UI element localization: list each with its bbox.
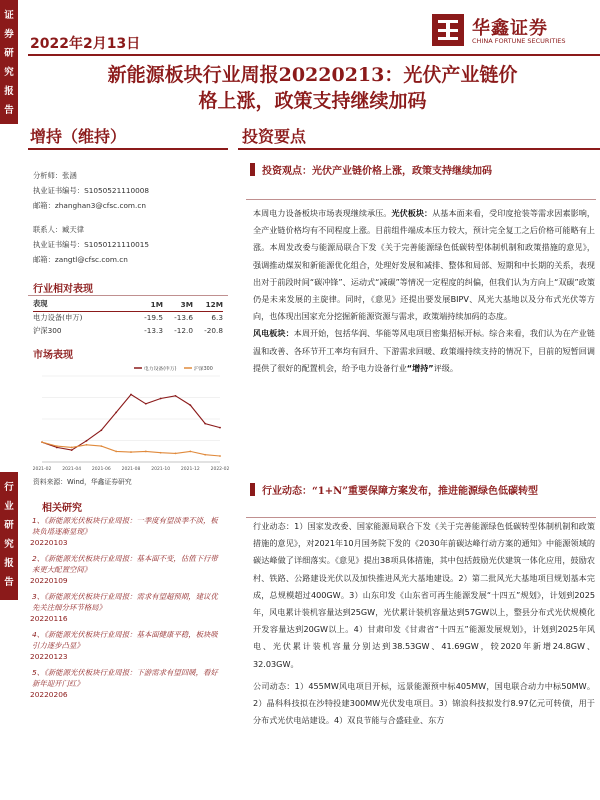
investment-view-heading: 投资观点：光伏产业链价格上涨，政策支持继续加码 (250, 163, 595, 180)
data-point (145, 403, 147, 405)
industry-news-heading: 行业动态：“1+N”重要保障方案发布，推进能源绿色低碳转型 (250, 483, 595, 500)
data-point (41, 441, 43, 443)
legend-label: 沪深300 (194, 367, 213, 372)
report-title: 新能源板块行业周报20220213：光伏产业链价 格上涨，政策支持继续加码 (107, 64, 518, 112)
data-point (219, 455, 221, 457)
side-label-bottom: 行 业 研 究 报 告 (0, 472, 18, 600)
analyst-block: 分析师：张涵 执业证书编号：S1050521110008 邮箱：zhanghan3@cfsc.com.cn (33, 171, 150, 210)
data-point (189, 451, 191, 453)
related-item[interactable]: 3、《新能源光伏板块行业周报：需求有望超预期，建议优先关注细分环节格局》 20220116 (30, 592, 218, 623)
table-row: 沪深300 -13.3 -12.0 -20.8 (33, 325, 223, 335)
data-point (175, 453, 177, 455)
data-point (160, 452, 162, 454)
related-heading: 相关研究 (42, 503, 82, 514)
data-point (130, 394, 132, 396)
report-date: 2022年2月13日 (30, 36, 141, 52)
x-tick-label: 2021-04 (62, 467, 82, 472)
data-point (56, 445, 58, 447)
rating: 增持（维持） (30, 127, 127, 146)
logo-subtext: CHINA FORTUNE SECURITIES (472, 37, 566, 45)
performance-table (33, 298, 223, 337)
contact-block: 联系人：臧天律 执业证书编号：S1050121110015 邮箱：zangtl@cfsc.com.cn (33, 225, 150, 264)
industry-news-body: 行业动态：1）国家发改委、国家能源局联合下发《关于完善能源绿色低碳转型体制机制和政策措施的意见》，对2021年10月国务院下发的《2030年前碳达峰行动方案的通知》中能源领域的碳达峰做了详细落实。《意见》提出38项具体措施，其中包括鼓励光伏建筑一体化应用，鼓励农村、铁路、公路建设光伏以及加快推进风光大基地建设。2）第二批风光大基地项目规划基本完成，总规模超过400GW。3）山东印发《山东省可再生能源发展“十四五”规划》，计划到2025年，风电累计装机容量达到25GW，光伏累计装机容量达到57GW以上，整县分布式光伏规模化开发容量达到20GW以上。4）甘肃印发《甘肃省“十四五”能源发展规划》，计划到2025年风电、光伏累计装机容量分别达到38.53GW、41.69GW，较2020年新增24.8GW、32.03GW。 公司动态：1）455MW风电项目开标，远景能源预中标405MW，国电联合动力中标50MW。2）晶科科技拟在沙特投建300MW光伏发电项目。3）锦浪科技拟发行8.97亿元可转债，用于分布式光伏电站建设。4）双良节能与合盛硅业、东方 (253, 521, 595, 726)
performance-rule (28, 295, 228, 296)
data-point (115, 451, 117, 453)
investment-view-body: 本周电力设备板块市场表现继续承压。光伏板块：从基本面来看，受印度抢装等需求因素影响，全产业链价格均有不同程度上涨。目前组件端成本压力较大，预计完全复工之后价格可能略有上涨。本周发改委与能源局联合下发《关于完善能源绿色低碳转型体制机制和政策措施的意见》，强调推动煤炭和新能源优化组合，处理好发展和减排、整体和局部、短期和中长期的关系，表现出对于前段时间“碳冲锋”、运动式“减碳”等情况一定程度的纠偏，但我们认为方向上“双碳”政策仍是未来发展的主旋律。同时，《意见》还提出要发展BIPV、风光大基地以及分布式光伏等方向，也体现出国家充分挖掘新能源资源与需求，政策端持续加码的态度。 风电板块：本周开始，包括华润、华能等风电项目密集招标开标。综合来看，我们认为在产业链温和改善、各环节开工率均有回升、下游需求回暖、政策端持续支持的情况下，目前的短暂回调提供了很好的配置机会，给予电力设备行业“增持”评级。 (253, 208, 595, 373)
chart-source: 资料来源：Wind，华鑫证券研究 (33, 478, 132, 486)
related-item[interactable]: 4、《新能源光伏板块行业周报：基本面健康平稳，板块吸引力逐步凸显》 20220123 (30, 630, 218, 661)
x-tick-label: 2021-12 (180, 467, 200, 472)
data-point (100, 445, 102, 447)
table-row: 电力设备(申万) -19.5 -13.6 6.3 (33, 312, 223, 323)
x-tick-label: 2021-08 (121, 467, 141, 472)
data-point (86, 440, 88, 442)
performance-heading: 行业相对表现 (33, 284, 93, 295)
logo-mark-icon (432, 14, 464, 46)
heading-bar (250, 163, 255, 176)
data-point (204, 423, 206, 425)
left-rule (28, 148, 228, 150)
related-item[interactable]: 5、《新能源光伏板块行业周报：下游需求有望回暖，看好新年迎开门红》 20220206 (30, 668, 218, 699)
related-item[interactable]: 1、《新能源光伏板块行业周报：一季度有望淡季不淡，板块负塔逐渐显现》 20220103 (30, 516, 218, 547)
side-label-top: 证 券 研 究 报 告 (0, 0, 18, 124)
x-tick-label: 2022-02 (210, 467, 230, 472)
data-point (100, 429, 102, 431)
data-point (71, 449, 73, 451)
legend-label: 电力设备(申万) (144, 367, 177, 372)
header-rule (28, 54, 600, 56)
related-item[interactable]: 2、《新能源光伏板块行业周报：基本面不变，估值下行带来更大配置空间》 20220109 (30, 554, 218, 585)
investment-view-rule (246, 199, 596, 200)
right-rule (238, 148, 600, 150)
logo-text: 华鑫证券 (472, 18, 548, 39)
data-point (145, 451, 147, 453)
data-point (115, 411, 117, 413)
x-tick-label: 2021-10 (151, 467, 171, 472)
market-heading: 市场表现 (33, 350, 73, 361)
table-header-row: 表现 1M 3M 12M (33, 298, 223, 311)
x-tick-label: 2021-02 (32, 467, 52, 472)
data-point (189, 404, 191, 406)
heading-bar (250, 483, 255, 496)
section-heading: 投资要点 (242, 127, 307, 146)
data-point (160, 398, 162, 400)
data-point (175, 395, 177, 397)
market-chart (30, 362, 230, 474)
data-point (71, 447, 73, 449)
data-point (130, 451, 132, 453)
data-point (219, 427, 221, 429)
data-point (204, 454, 206, 456)
data-point (86, 444, 88, 446)
x-tick-label: 2021-06 (91, 467, 111, 472)
brand-logo (432, 14, 592, 50)
series-line-0 (42, 395, 220, 451)
